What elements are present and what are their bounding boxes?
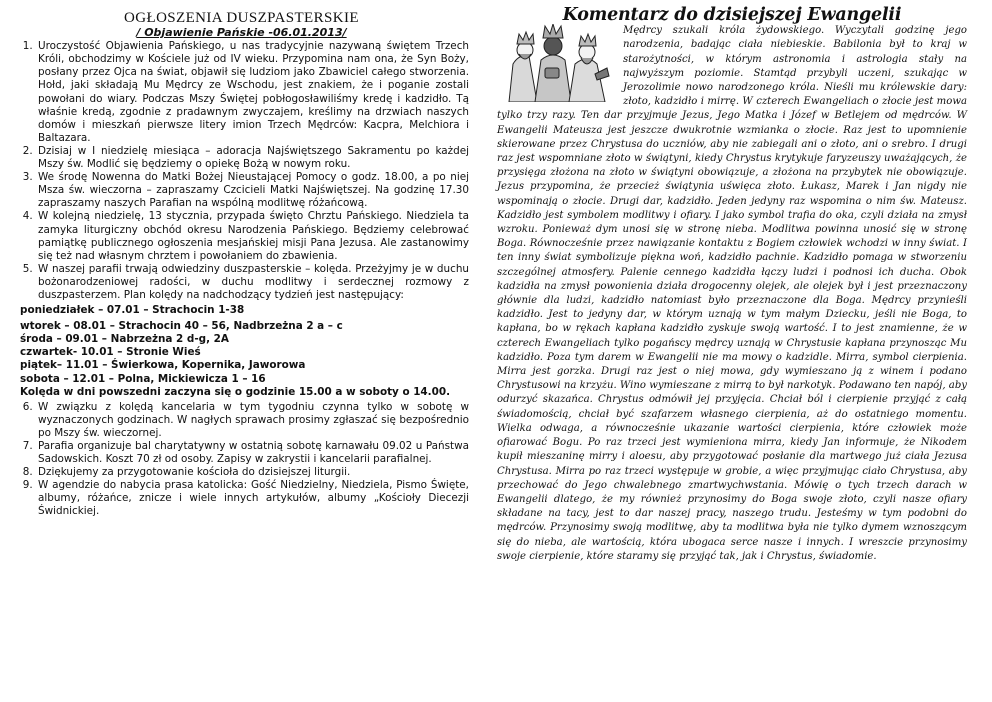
schedule-line: sobota – 12.01 – Polna, Mickiewicza 1 – 16	[20, 372, 266, 385]
announcements-column	[14, 10, 469, 519]
schedule-line: czwartek- 10.01 – Stronie Wieś	[20, 346, 201, 359]
announcement-item	[20, 262, 469, 399]
schedule-line: środa – 09.01 – Nabrzeżna 2 d-g, 2A	[20, 333, 229, 346]
schedule-line: piątek– 11.01 – Świerkowa, Kopernika, Jaworowa	[20, 359, 306, 372]
announcement-item-text: W naszej parafii trwają odwiedziny duszpasterskie – kolęda. Przeżyjmy je w duchu bożonarodzeniowej radości, w duchu modlitwy i serdecznej rozmowy z duszpasterzem. Plan kolędy na nadchodzący tydzień jest następujący:	[38, 262, 469, 301]
commentary-body: Mędrcy szukali króla żydowskiego. Wyczytali godzinę jego narodzenia, badając ciała niebieskie. Babilonia był to kraj w starożytności, w którym astronomia i astrologia stały na najwyższym poziomie. Stamtąd przybyli uczeni, szukając w Jerozolimie nowo narodzonego króla. Nieśli mu królewskie dary: złoto, kadzidło i mirrę. W czterech Ewangeliach o złocie jest mowa tylko trzy razy. Ten dar przyjmuje Jezus, Jego Matka i Józef w Betlejem od mędrców. W Ewangelii Mateusza jest jeszcze dwukrotnie wzmianka o złocie. Raz jest to upomnienie skierowane przez Chrystusa do uczniów, aby nie zabiegali ani o złoto, ani o srebro. I drugi raz jest wspomniane złoto w świątyni, kiedy Chrystus krytykuje faryzeuszy uważających, że przysięga złożona na złoto w świątyni obowiązuje, a złożona na przybytek nie obowiązuje. Jezus przypomina, że przecież świątynia uświęca złoto. Łukasz, Marek i Jan nigdy nie wspominają o złocie. Drugi dar, kadzidło. Jeden jedyny raz wspomina o nim św. Mateusz. Kadzidło jest symbolem modlitwy i ofiary. I jako symbol trafia do oka, czyli działa na zmysł wzroku. Ponieważ dym unosi się w stronę nieba. Modlitwa powinna unosić się w stronę Boga. Równocześnie przez nawiązanie kontaktu z Bogiem człowiek wchodzi w inny świat. I ten inny świat symbolizuje piękna woń, kadzidło pachnie. Kadzidło pomaga w stworzeniu szczególnej atmosfery. Palenie cennego kadzidła łączy ludzi i podnosi ich ducha. Obok kadzidła na zmysł powonienia działa drogocenny olejek, ale olejek był i jest przeznaczony głównie dla ludzi, kadzidło natomiast było przeznaczone dla Boga. Mędrcy przynieśli kadzidło. Jest to jedyny dar, w którym uznają w tym małym Dziecku, jeśli nie Boga, to kapłana, bo w rękach kapłana kadzidło zyskuje swoją wartość. I to jest znamienne, że w czterech Ewangeliach tylko pogańscy mędrcy uznają w Chrystusie kapłana przynosząc Mu kadzidło. Poza tym darem w Ewangelii nie ma mowy o kadzidle. Mirra, symbol cierpienia. Mirra jest gorzka. Drugi raz jest o niej mowa, gdy wymieszano ją z winem i podano Chrystusowi na krzyżu. Wino wymieszane z mirrą to był narkotyk. Podawano ten napój, aby odurzyć skazańca. Chrystus odmówił jej przyjęcia. Chciał ból i cierpienie przyjąć z całą świadomością, chciał być szafarzem własnego cierpienia, aż do ostatniego momentu. Wielka odwaga, a równocześnie ukazanie wartości cierpienia, które człowiek może ofiarować Bogu. Po raz trzeci jest wymieniona mirra, kiedy Jan informuje, że Nikodem kupił mieszaninę mirry i aloesu, aby przygotować posłanie dla martwego już ciała Jezusa Chrystusa. Mirra po raz trzeci występuje w grobie, a więc przyjmując ciało Chrystusa, aby przechować do Jego chwalebnego zmartwychwstania. Mówię o tych trzech darach w Ewangelii dlatego, że my również przynosimy do Boga swoje złoto, czyli nasze ofiary składane na tacy, jest to dar naszej pracy, naszego trudu. Jesteśmy w tym podobni do mędrców. Przynosimy swoją modlitwę, aby ta modlitwa była nie tylko dymem wznoszącym się do nieba, ale wartością, która ubogaca serce nasze i innych. I wreszcie przynosimy swoje cierpienie, które staramy się przyjąć tak, jak i Chrystus, świadomie.	[497, 25, 967, 562]
schedule-line: wtorek – 08.01 – Strachocin 40 – 56, Nadbrzeżna 2 a – c	[20, 320, 343, 333]
announcement-item: 3. We środę Nowenna do Matki Bożej Nieustającej Pomocy o godz. 18.00, a po niej Msza św. wieczorna – zapraszamy Czcicieli Matki Najświętszej. Na godzinę 17.30 zapraszamy naszych Parafian na wspólną modlitwę różańcową.	[36, 171, 469, 210]
announcement-item: 8. Dziękujemy za przygotowanie kościoła do dzisiejszej liturgii.	[36, 466, 469, 479]
gospel-commentary-column	[497, 5, 967, 564]
announcement-item: 6. W związku z kolędą kancelaria w tym tygodniu czynna tylko w sobotę w wyznaczonych godzinach. W nagłych sprawach prosimy zgłaszać się bezpośrednio po Mszy św. wieczornej.	[36, 401, 469, 440]
announcements-title: OGŁOSZENIA DUSZPASTERSKIE	[124, 10, 359, 26]
announcements-list	[14, 40, 469, 518]
announcements-subtitle: / Objawienie Pańskie -06.01.2013/	[136, 26, 347, 40]
schedule-note: Kolęda w dni powszedni zaczyna się o godzinie 15.00 a w soboty o 14.00.	[20, 385, 451, 398]
commentary-title: Komentarz do dzisiejszej Ewangelii	[562, 5, 902, 25]
announcement-item: 7. Parafia organizuje bal charytatywny w ostatnią sobotę karnawału 09.02 u Państwa Sadowskich. Koszt 70 zł od osoby. Zapisy w zakrystii i kancelarii parafialnej.	[36, 440, 469, 466]
announcement-item: 4. W kolejną niedzielę, 13 stycznia, przypada święto Chrztu Pańskiego. Niedziela ta zamyka liturgiczny obchód okresu Narodzenia Pańskiego. Będziemy celebrować pamiątkę publicznego ogłoszenia mesjańskiej misji Pana Jezusa. Ale zastanowimy się też nad własnym chrztem i powołaniem do zbawienia.	[36, 210, 469, 262]
three-magi-illustration	[499, 24, 617, 102]
carol-schedule	[16, 304, 469, 399]
announcement-item: 1. Uroczystość Objawienia Pańskiego, u nas tradycyjnie nazywaną świętem Trzech Króli, obchodzimy w Kościele już od IV wieku. Przypomina nam ona, że Syn Boży, posłany przez Ojca na świat, objawił się ludziom jako Zbawiciel całego stworzenia. Hołd, jaki składają Mu Mędrcy ze Wschodu, jest znakiem, że i poganie zostali powołani do wiary. Podczas Mszy Świętej pobłogosławiliśmy kredę i kadzidło. Tą właśnie kredą, zgodnie z pradawnym zwyczajem, kreślimy na drzwiach naszych domów i mieszkań pierwsze litery imion Trzech Mędrców: Kacpra, Melchiora i Baltazara.	[36, 40, 469, 145]
schedule-line: poniedziałek – 07.01 – Strachocin 1-38	[20, 304, 245, 317]
announcement-item: 2. Dzisiaj w I niedzielę miesiąca – adoracja Najświętszego Sakramentu po każdej Mszy św. Modlić się będziemy o opiekę Bożą w nowym roku.	[36, 145, 469, 171]
announcement-item: 9. W agendzie do nabycia prasa katolicka: Gość Niedzielny, Niedziela, Pismo Święte, albumy, różańce, znicze i wiele innych artykułów, albumy „Kościoły Diecezji Świdnickiej.	[36, 479, 469, 518]
